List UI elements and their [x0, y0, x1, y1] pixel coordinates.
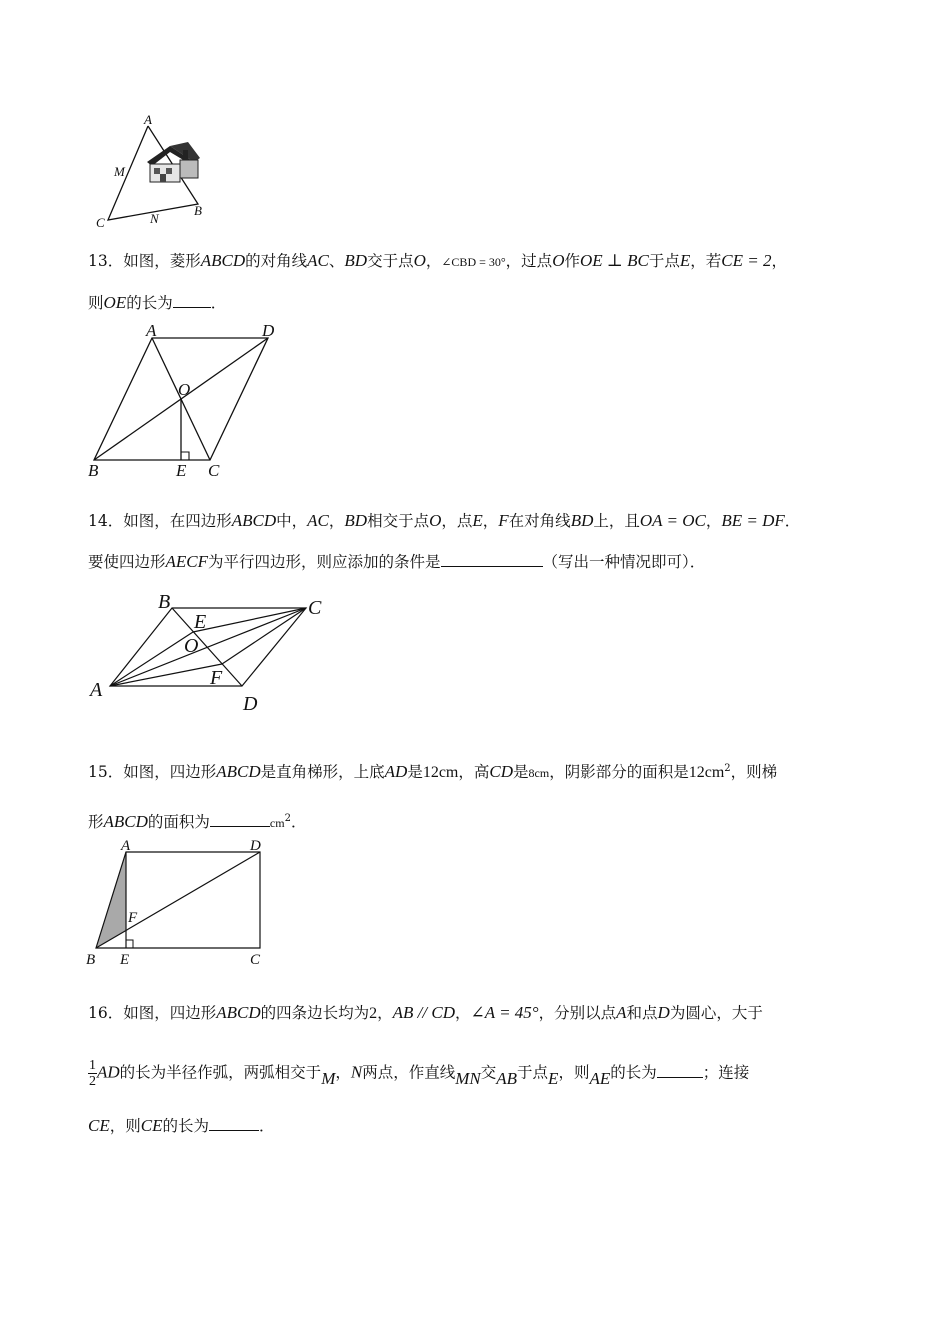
math-parallel: AB // CD — [392, 1003, 455, 1022]
text: 是直角梯形，上底 — [260, 763, 385, 782]
math-ae: AE — [589, 1068, 611, 1088]
superscript: 2 — [724, 763, 731, 774]
text: ，阴影部分的面积是 — [549, 763, 689, 782]
answer-blank — [210, 812, 270, 827]
math-d: D — [657, 1003, 670, 1022]
math-cd: CD — [489, 762, 514, 782]
q14-number: 14．如图，在四边形 — [88, 512, 232, 530]
answer-blank — [173, 293, 211, 308]
math-bd: BD — [344, 251, 368, 270]
text: 的长为 — [126, 294, 173, 312]
math-abcd: ABCD — [103, 812, 148, 832]
math-bd: BD — [344, 511, 368, 530]
math-abcd: ABCD — [200, 251, 246, 270]
text: ， — [328, 512, 345, 530]
text: ；连接 — [702, 1063, 750, 1082]
label-A: A — [121, 838, 131, 854]
text: 交 — [480, 1063, 497, 1082]
math-o: O — [413, 251, 426, 270]
label-N: N — [150, 211, 159, 226]
q13-number: 13．如图，菱形 — [88, 252, 201, 270]
q15-number: 15．如图，四边形 — [88, 763, 217, 782]
text: ， — [335, 1063, 351, 1082]
text: 的四条边长均为 — [260, 1004, 370, 1022]
math-abcd: ABCD — [231, 511, 277, 530]
math-abcd: ABCD — [216, 762, 261, 782]
math-ad: AD — [97, 1062, 120, 1082]
math-n: N — [350, 1062, 363, 1082]
figure-q15-trapezoid — [84, 838, 284, 973]
text: 的长为 — [162, 1117, 209, 1135]
text: 是 — [407, 763, 423, 782]
math-ce: CE — [140, 1116, 163, 1135]
text: 的长为 — [610, 1063, 657, 1082]
math-mn: MN — [455, 1068, 481, 1088]
text: 的对角线 — [245, 252, 308, 270]
value-area: 12cm — [688, 764, 725, 782]
math-perp: OE ⊥ BC — [579, 251, 649, 270]
text: 为平行四边形，则应添加的条件是 — [208, 553, 441, 571]
label-B: B — [88, 461, 99, 480]
math-e: E — [548, 1068, 559, 1088]
label-B: B — [86, 952, 96, 968]
text: ， — [482, 512, 499, 530]
math-be-df: BE = DF — [721, 511, 785, 530]
label-D: D — [262, 321, 275, 340]
math-ce: CE = 2 — [721, 251, 772, 270]
q16-line-3 — [88, 1115, 275, 1137]
label-C: C — [208, 461, 220, 480]
text: 和点 — [626, 1004, 658, 1022]
label-D: D — [243, 693, 258, 715]
label-O: O — [178, 380, 191, 399]
label-E: E — [194, 611, 207, 633]
text: 要使四边形 — [88, 553, 166, 571]
q14-line-1 — [88, 510, 800, 532]
text: 于点 — [648, 252, 680, 270]
math-ad: AD — [384, 762, 408, 782]
text: ． — [290, 813, 307, 832]
label-O: O — [184, 635, 199, 657]
q15-line-1 — [88, 758, 777, 784]
math-oe: OE — [103, 293, 127, 312]
value-8cm: 8cm — [528, 766, 550, 781]
text: 形 — [88, 813, 104, 832]
label-C: C — [308, 597, 322, 619]
text: ， — [377, 1004, 393, 1022]
house-icon — [147, 142, 200, 182]
label-F: F — [128, 910, 138, 926]
text: ，则 — [558, 1063, 590, 1082]
text: 的长为半径作弧，两弧相交于 — [119, 1063, 322, 1082]
text: ， — [771, 252, 787, 270]
label-M: M — [114, 164, 125, 179]
text: 相交于点 — [367, 512, 430, 530]
text: 上，且 — [593, 512, 640, 530]
text: ，点 — [441, 512, 473, 530]
math-angle: ∠A = 45° — [470, 1003, 539, 1022]
math-bd: BD — [570, 511, 594, 530]
math-a: A — [616, 1003, 627, 1022]
text: 中， — [276, 512, 308, 530]
text: 是 — [513, 763, 529, 782]
text: ． — [784, 512, 801, 530]
text: ． — [210, 294, 227, 312]
figure-q12-triangle — [90, 112, 220, 232]
text: 两点，作直线 — [362, 1063, 456, 1082]
text: 则 — [88, 294, 104, 312]
text: ，则梯 — [730, 763, 778, 782]
unit-cm: cm — [269, 816, 285, 831]
math-e: E — [472, 511, 483, 530]
math-oa-oc: OA = OC — [639, 511, 706, 530]
label-A: A — [146, 321, 157, 340]
text: ． — [259, 1117, 275, 1135]
q15-line-2 — [88, 808, 306, 834]
numerator: 1 — [89, 1058, 96, 1073]
text: ，过点 — [505, 252, 553, 270]
text: ，分别以点 — [538, 1004, 617, 1022]
math-ac: AC — [307, 511, 329, 530]
figure-q13-rhombus — [86, 322, 296, 482]
label-E: E — [120, 952, 130, 968]
math-f: F — [498, 511, 509, 530]
math-ac: AC — [307, 251, 329, 270]
math-aecf: AECF — [165, 552, 209, 571]
math-o: O — [552, 251, 565, 270]
answer-blank — [441, 552, 543, 567]
denominator: 2 — [89, 1074, 96, 1089]
answer-blank-1 — [657, 1063, 703, 1078]
text: （写出一种情况即可）． — [542, 553, 706, 571]
label-D: D — [250, 838, 261, 854]
text: 在对角线 — [508, 512, 571, 530]
text: 为圆心，大于 — [669, 1004, 763, 1022]
answer-blank-2 — [209, 1116, 259, 1131]
math-ab: AB — [496, 1068, 518, 1088]
text: ， — [705, 512, 722, 530]
math-e: E — [679, 251, 691, 270]
math-ce: CE — [88, 1116, 110, 1135]
math-abcd: ABCD — [216, 1003, 261, 1022]
text: 交于点 — [367, 252, 414, 270]
q14-line-2 — [88, 551, 705, 573]
text: 于点 — [517, 1063, 549, 1082]
label-A: A — [144, 112, 152, 127]
q13-line-1 — [88, 250, 787, 273]
math-o: O — [429, 511, 442, 530]
label-C: C — [96, 215, 105, 230]
figure-q14-quadrilateral — [88, 590, 338, 720]
text: 的面积为 — [147, 813, 210, 832]
label-A: A — [90, 679, 103, 701]
superscript: 2 — [284, 813, 291, 824]
text: ，则 — [109, 1117, 141, 1135]
label-B: B — [194, 203, 202, 218]
value-12cm: 12cm — [422, 764, 459, 782]
label-C: C — [250, 952, 261, 968]
label-F: F — [210, 667, 223, 689]
fraction-half — [88, 1058, 97, 1089]
label-E: E — [176, 461, 187, 480]
label-B: B — [158, 591, 171, 613]
text: ，高 — [458, 763, 490, 782]
q16-line-1 — [88, 1002, 763, 1025]
text: ，若 — [690, 252, 722, 270]
text: 、 — [328, 252, 345, 270]
math-angle: ∠CBD = 30° — [441, 255, 506, 269]
q16-number: 16．如图，四边形 — [88, 1004, 217, 1022]
text: ， — [425, 252, 442, 270]
value-2: 2 — [369, 1005, 378, 1022]
text: 作 — [564, 252, 580, 270]
math-m: M — [321, 1068, 336, 1088]
text: ， — [455, 1004, 471, 1022]
q16-line-2 — [88, 1058, 749, 1089]
q13-line-2 — [88, 292, 226, 314]
